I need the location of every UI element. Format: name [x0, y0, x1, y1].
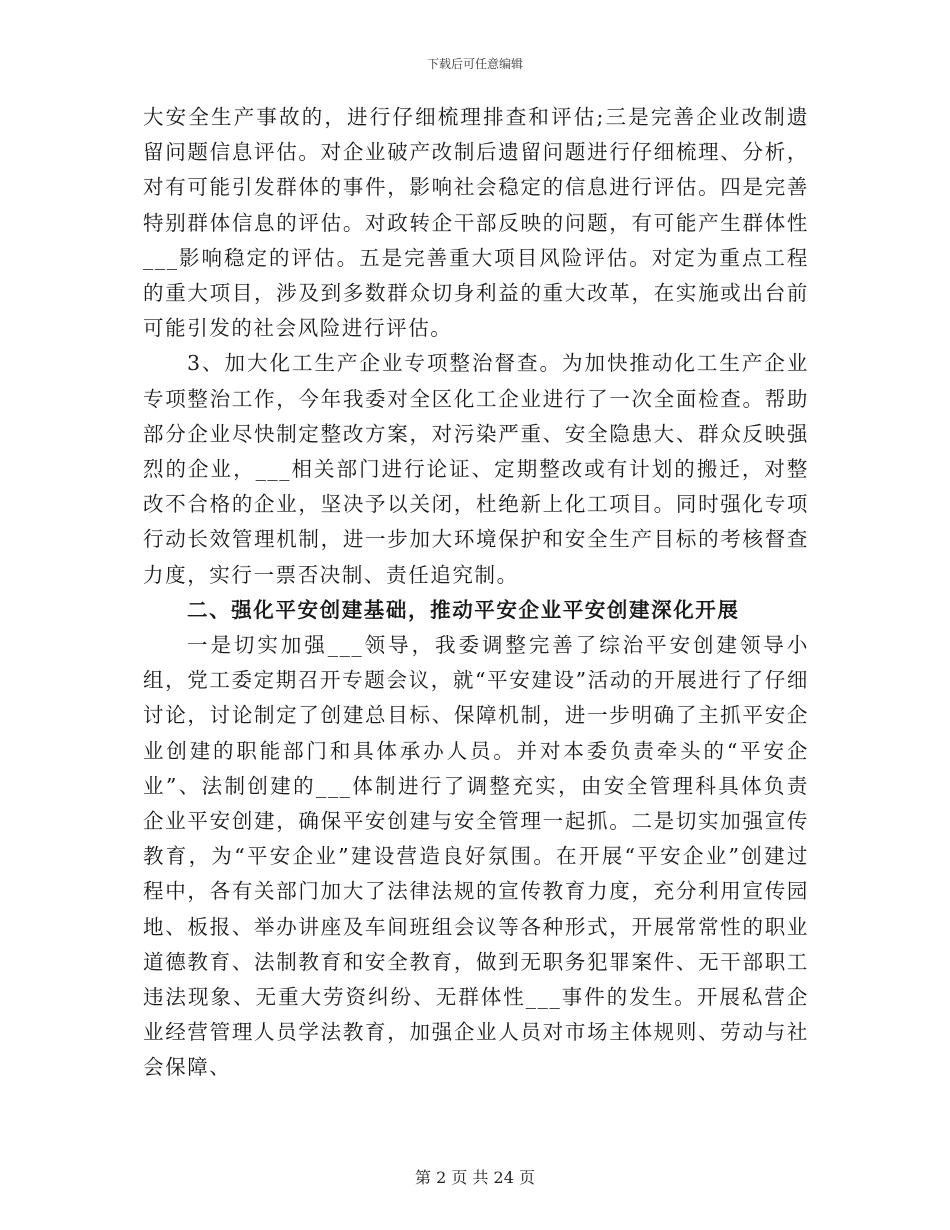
- paragraph-item-3: 3、加大化工生产企业专项整治督查。为加快推动化工生产企业专项整治工作，今年我委对全区化工企业进行了一次全面检查。帮助部分企业尽快制定整改方案，对污染严重、安全隐患大、群众反映强烈的企业，___相关部门进行论证、定期整改或有计划的搬迁，对整改不合格的企业，坚决予以关闭，杜绝新上化工项目。同时强化专项行动长效管理机制，进一步加大环境保护和安全生产目标的考核督查力度，实行一票否决制、责任追究制。: [143, 351, 809, 587]
- section-heading: 二、强化平安创建基础，推动平安企业平安创建深化开展: [187, 597, 740, 622]
- page-footer: 第 2 页 共 24 页: [415, 1168, 535, 1187]
- paragraph-section-2: 一是切实加强___领导，我委调整完善了综治平安创建领导小组，党工委定期召开专题会议，就“平安建设”活动的开展进行了仔细讨论，讨论制定了创建总目标、保障机制，进一步明确了主抓平安企业创建的职能部门和具体承办人员。并对本委负责牵头的“平安企业”、法制创建的___体制进行了调整充实，由安全管理科具体负责企业平安创建，确保平安创建与安全管理一起抓。二是切实加强宣传教育，为“平安企业”建设营造良好氛围。在开展“平安企业”创建过程中，各有关部门加大了法律法规的宣传教育力度，充分利用宣传园地、板报、举办讲座及车间班组会议等各种形式，开展常常性的职业道德教育、法制教育和安全教育，做到无职务犯罪案件、无干部职工违法现象、无重大劳资纠纷、无群体性___事件的发生。开展私营企业经营管理人员学法教育，加强企业人员对市场主体规则、劳动与社会保障、: [143, 633, 809, 1080]
- paragraph-continued: 大安全生产事故的，进行仔细梳理排查和评估;三是完善企业改制遗留问题信息评估。对企业破产改制后遗留问题进行仔细梳理、分析，对有可能引发群体的事件，影响社会稳定的信息进行评估。四是完善特别群体信息的评估。对政转企干部反映的问题，有可能产生群体性___影响稳定的评估。五是完善重大项目风险评估。对定为重点工程的重大项目，涉及到多数群众切身利益的重大改革，在实施或出台前可能引发的社会风险进行评估。: [143, 105, 809, 341]
- document-body: [143, 100, 809, 1086]
- page-header: 下载后可任意编辑: [426, 57, 523, 71]
